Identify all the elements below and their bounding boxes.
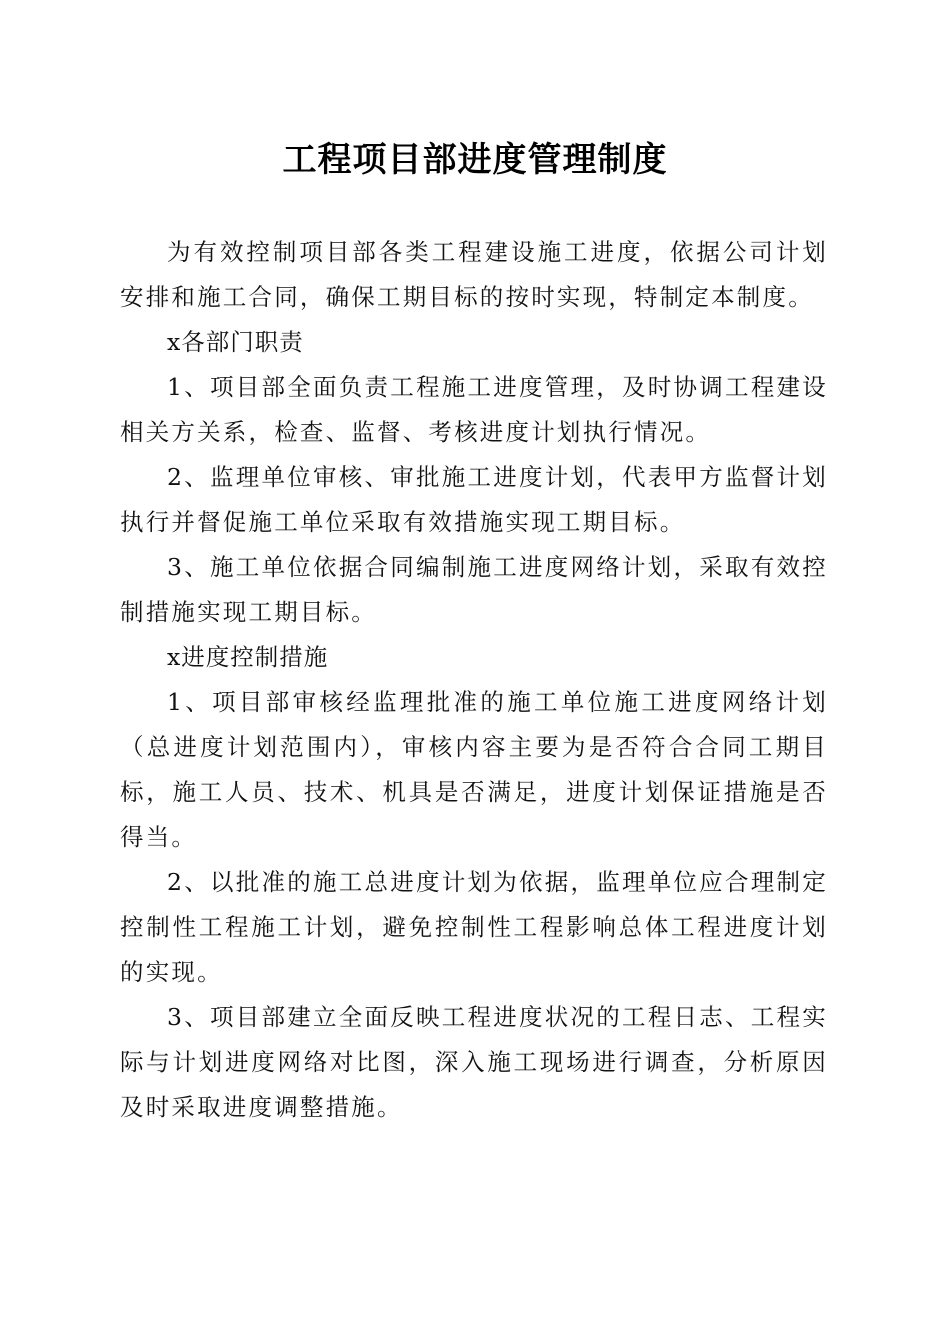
responsibility-item-1: 1、项目部全面负责工程施工进度管理，及时协调工程建设相关方关系，检查、监督、考核进度计划执行情况。 xyxy=(120,373,828,446)
responsibility-item-3: 3、施工单位依据合同编制施工进度网络计划，采取有效控制措施实现工期目标。 xyxy=(120,553,828,626)
intro-paragraph: 为有效控制项目部各类工程建设施工进度，依据公司计划安排和施工合同，确保工期目标的按时实现，特制定本制度。 xyxy=(120,238,828,311)
document-body xyxy=(120,230,828,1130)
document-title: 工程项目部进度管理制度 xyxy=(282,140,668,180)
measure-item-3: 3、项目部建立全面反映工程进度状况的工程日志、工程实际与计划进度网络对比图，深入施工现场进行调查，分析原因及时采取进度调整措施。 xyxy=(120,1003,828,1121)
section-heading-responsibilities: x各部门职责 xyxy=(167,328,304,356)
measure-item-1: 1、项目部审核经监理批准的施工单位施工进度网络计划（总进度计划范围内），审核内容主要为是否符合合同工期目标，施工人员、技术、机具是否满足，进度计划保证措施是否得当。 xyxy=(120,688,828,851)
measure-item-2: 2、以批准的施工总进度计划为依据，监理单位应合理制定控制性工程施工计划，避免控制性工程影响总体工程进度计划的实现。 xyxy=(120,868,828,986)
section-heading-control-measures: x进度控制措施 xyxy=(167,643,329,671)
responsibility-item-2: 2、监理单位审核、审批施工进度计划，代表甲方监督计划执行并督促施工单位采取有效措施实现工期目标。 xyxy=(120,463,828,536)
